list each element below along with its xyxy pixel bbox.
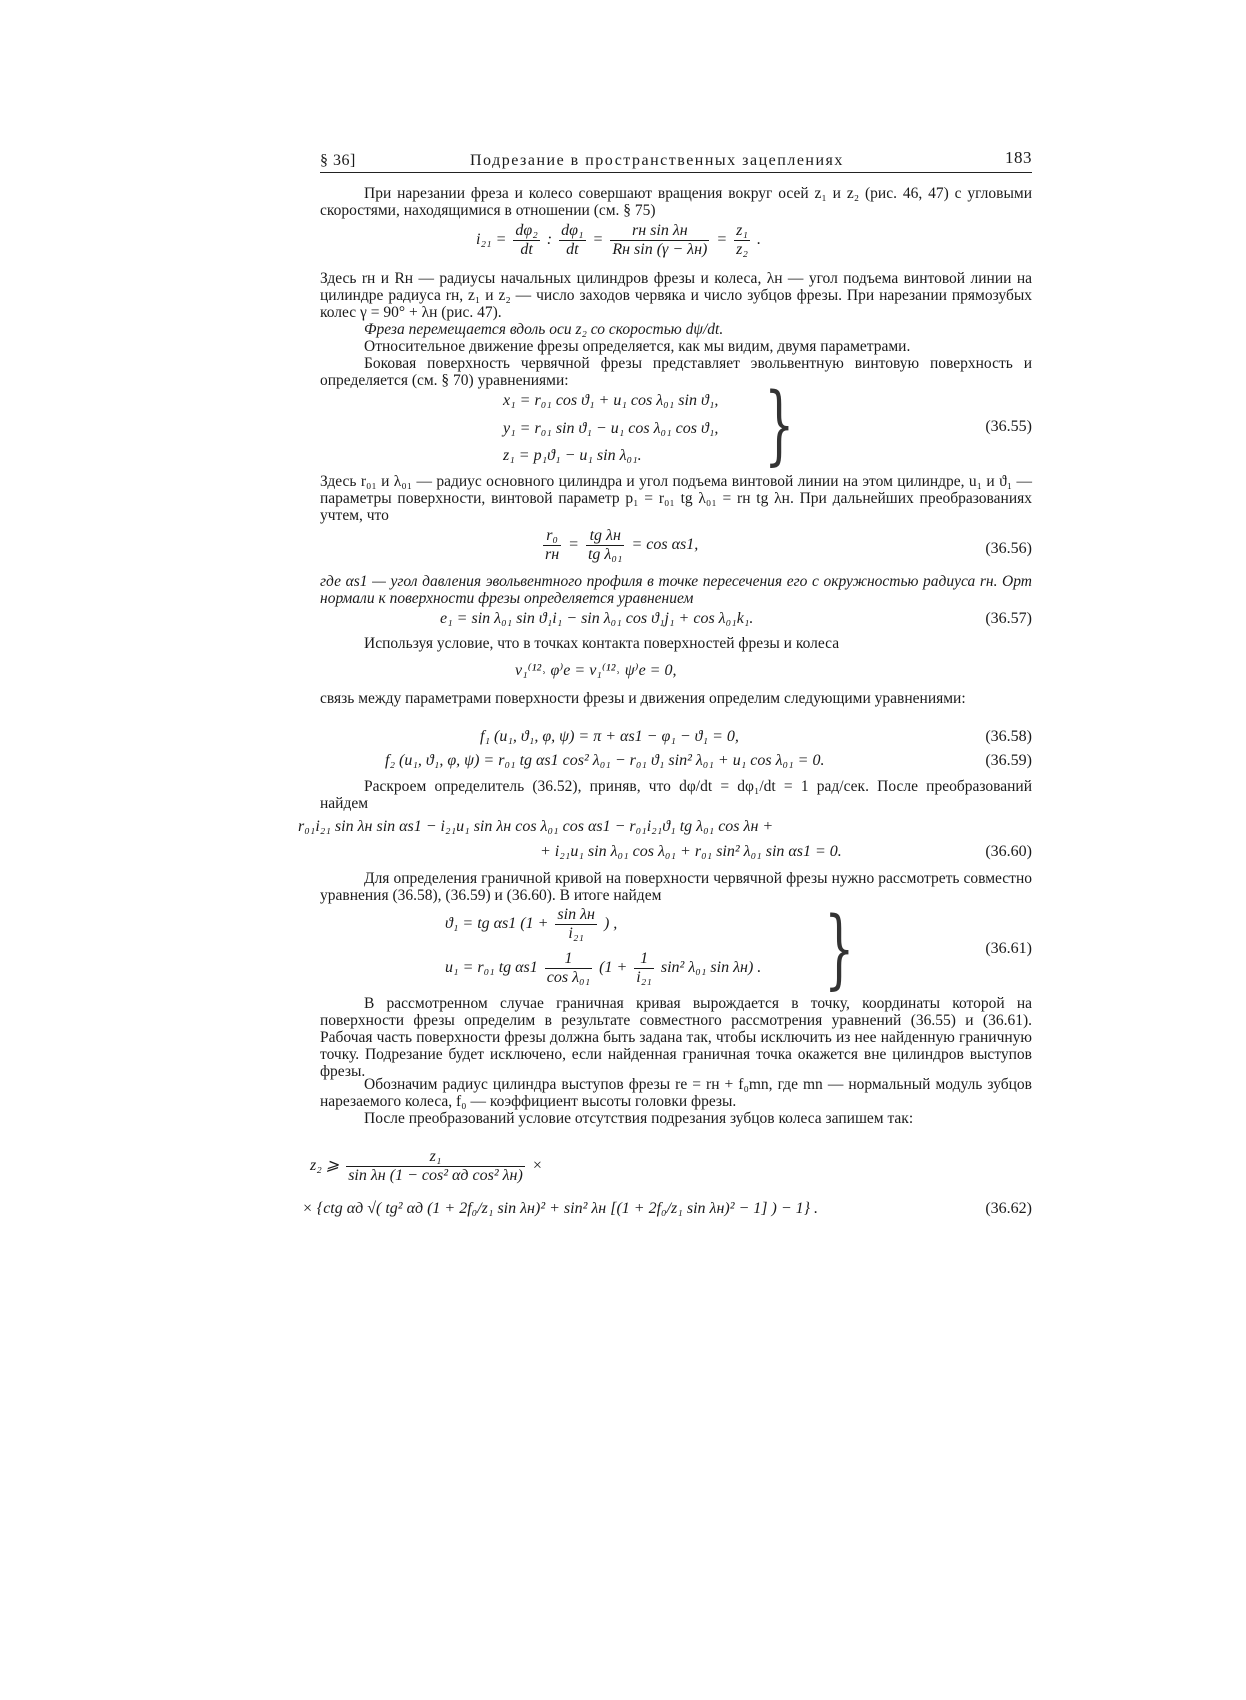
equation-59: f₂ (u₁, ϑ₁, φ, ψ) = r₀₁ tg αs1 cos² λ₀₁ − r₀₁ ϑ₁ sin² λ₀₁ + u₁ cos λ₀₁ = 0. bbox=[385, 752, 825, 769]
equation-62-line-2: × {ctg αд √( tg² αд (1 + 2f₀/z₁ sin λн)² + sin² λн [(1 + 2f₀/z₁ sin λн)² − 1] ) − 1} . bbox=[302, 1200, 819, 1217]
paragraph-1: При нарезании фреза и колесо совершают вращения вокруг осей z₁ и z₂ (рис. 46, 47) с угловыми скоростями, находящимися в отношении (см. § 75) bbox=[320, 185, 1032, 219]
equation-61-line-2: u₁ = r₀₁ tg αs1 $\frac{1}{\text{cos λ₀₁}}$ (1 + $\frac{1}{\text{i₂₁}}$ sin² λ₀₁ sin λн) . bbox=[445, 950, 762, 986]
paragraph-13: Обозначим радиус цилиндра выступов фрезы re = rн + f₀mn, где mn — нормальный модуль зубцов нарезаемого колеса, f₀ — коэффициент высоты головки фрезы. bbox=[320, 1076, 1032, 1110]
equation-contact: v₁⁽¹²˒ φ⁾e = v₁⁽¹²˒ ψ⁾e = 0, bbox=[515, 662, 677, 679]
equation-61-line-1: ϑ₁ = tg αs1 (1 + $\frac{\text{sin λн}}{\text{i₂₁}}$ ) , bbox=[445, 906, 618, 942]
paragraph-14: После преобразований условие отсутствия подрезания зубцов колеса запишем так: bbox=[364, 1110, 914, 1127]
paragraph-4: Относительное движение фрезы определяется, как мы видим, двумя параметрами. bbox=[364, 338, 911, 355]
equation-62-line-1: z₂ ⩾ $\frac{\text{z₁}}{\text{sin λн (1 − cos² αд cos² λн)}}$ × bbox=[310, 1148, 543, 1184]
equation-60-line-1: r₀₁i₂₁ sin λн sin αs1 − i₂₁u₁ sin λн cos λ₀₁ cos αs1 − r₀₁i₂₁ϑ₁ tg λ₀₁ cos λн + bbox=[298, 818, 774, 835]
equation-59-number: (36.59) bbox=[985, 752, 1032, 769]
equation-61-number: (36.61) bbox=[985, 940, 1032, 957]
equation-58-number: (36.58) bbox=[985, 728, 1032, 745]
page-number: 183 bbox=[1005, 148, 1032, 167]
header-title: Подрезание в пространственных зацеплениях bbox=[470, 152, 844, 169]
equation-62-number: (36.62) bbox=[985, 1200, 1032, 1217]
paragraph-11: Для определения граничной кривой на поверхности червячной фрезы нужно рассмотреть совместно уравнения (36.58), (36.59) и (36.60). В итоге найдем bbox=[320, 870, 1032, 904]
equation-ratio: i₂₁ = $\frac{\text{dφ₂}}{dt}$ : $\frac{\text{dφ₁}}{dt}$ = $\frac{\text{rн sin λн}}{\text{Rн sin (γ − λн)}}$ = $\frac{\text{z₁}}{\text{z₂}}$ . bbox=[476, 222, 761, 258]
paragraph-5: Боковая поверхность червячной фрезы представляет эвольвентную винтовую поверхность и определяется (см. § 70) уравнениями: bbox=[320, 355, 1032, 389]
paragraph-6: Здесь r₀₁ и λ₀₁ — радиус основного цилиндра и угол подъема винтовой линии на этом цилиндре, u₁ и ϑ₁ — параметры поверхности, винтовой параметр p₁ = r₀₁ tg λ₀₁ = rн tg λн. При дальнейших преобразованиях учтем, что bbox=[320, 473, 1032, 524]
equation-58: f₁ (u₁, ϑ₁, φ, ψ) = π + αs1 − φ₁ − ϑ₁ = 0, bbox=[480, 728, 739, 745]
equation-55-brace: } bbox=[764, 375, 795, 475]
equation-55-line-2: y₁ = r₀₁ sin ϑ₁ − u₁ cos λ₀₁ cos ϑ₁, bbox=[503, 420, 719, 437]
paragraph-9: связь между параметрами поверхности фрезы и движения определим следующими уравнениями: bbox=[320, 690, 966, 707]
equation-55-line-1: x₁ = r₀₁ cos ϑ₁ + u₁ cos λ₀₁ sin ϑ₁, bbox=[503, 392, 719, 409]
paragraph-2: Здесь rн и Rн — радиусы начальных цилиндров фрезы и колеса, λн — угол подъема винтовой линии на цилиндре радиуса rн, z₁ и z₂ — число заходов червяка и число зубцов фрезы. При нарезании прямозубых колес γ = 90° + λн (рис. 47). bbox=[320, 270, 1032, 321]
paragraph-10: Раскроем определитель (36.52), приняв, что dφ/dt = dφ₁/dt = 1 рад/сек. После преобразований найдем bbox=[320, 778, 1032, 812]
equation-55-line-3: z₁ = p₁ϑ₁ − u₁ sin λ₀₁. bbox=[503, 447, 642, 464]
equation-61-brace: } bbox=[824, 899, 855, 999]
paragraph-7: где αs1 — угол давления эвольвентного профиля в точке пересечения его с окружностью радиуса rн. Орт нормали к поверхности фрезы определяется уравнением bbox=[320, 573, 1032, 607]
paragraph-12: В рассмотренном случае граничная кривая вырождается в точку, координаты которой на поверхности фрезы определим в результате совместного рассмотрения уравнений (36.55) и (36.61). Рабочая часть поверхности фрезы должна быть задана так, чтобы исключить из нее найденную граничную точку. Подрезание будет исключено, если найденная граничная точка окажется вне цилиндров выступов фрезы. bbox=[320, 995, 1032, 1080]
equation-56: $\frac{\text{r₀}}{rн}$ = $\frac{\text{tg λн}}{\text{tg λ₀₁}}$ = cos αs1, bbox=[545, 527, 699, 563]
paragraph-3: Фреза перемещается вдоль оси z₂ со скоростью dψ/dt. bbox=[364, 321, 724, 338]
header-section: § 36] bbox=[320, 152, 356, 169]
equation-60-number: (36.60) bbox=[985, 843, 1032, 860]
running-header bbox=[320, 148, 1032, 173]
equation-57: e₁ = sin λ₀₁ sin ϑ₁i₁ − sin λ₀₁ cos ϑ₁j₁ + cos λ₀₁k₁. bbox=[440, 610, 754, 627]
paragraph-8: Используя условие, что в точках контакта поверхностей фрезы и колеса bbox=[364, 635, 840, 652]
equation-60-line-2: + i₂₁u₁ sin λ₀₁ cos λ₀₁ + r₀₁ sin² λ₀₁ sin αs1 = 0. bbox=[540, 843, 842, 860]
equation-56-number: (36.56) bbox=[985, 540, 1032, 557]
equation-55-number: (36.55) bbox=[985, 418, 1032, 435]
equation-57-number: (36.57) bbox=[985, 610, 1032, 627]
